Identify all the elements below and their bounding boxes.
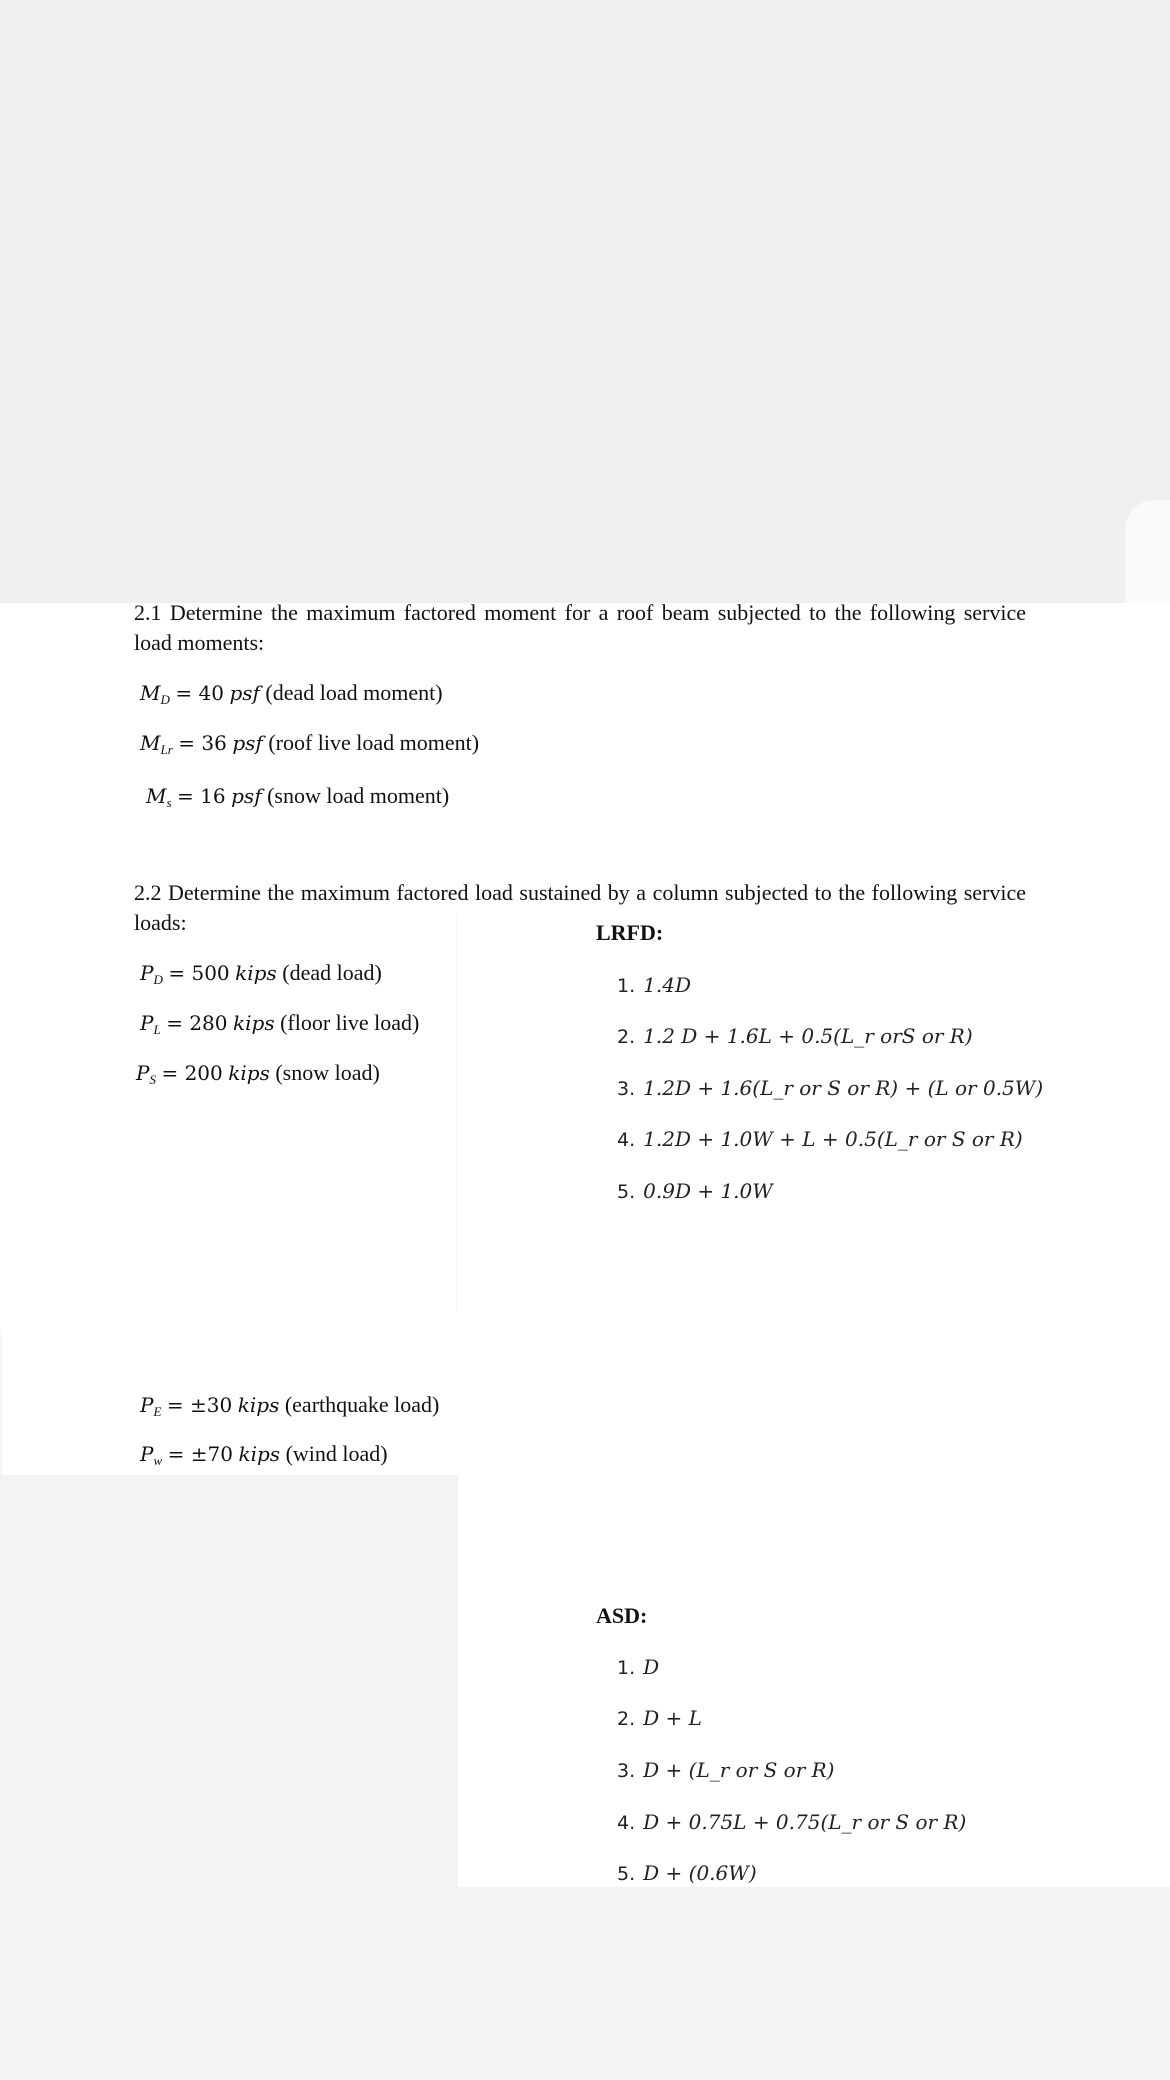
subscript: Lr bbox=[160, 742, 173, 757]
value: = ±30 bbox=[166, 1393, 233, 1417]
symbol: M bbox=[140, 681, 161, 705]
lrfd-combination bbox=[617, 1022, 973, 1051]
lrfd-combination bbox=[617, 971, 691, 1000]
moment-dead-load bbox=[140, 678, 443, 715]
description: (floor live load) bbox=[280, 1010, 420, 1035]
symbol: P bbox=[136, 1061, 150, 1085]
asd-heading: ASD: bbox=[596, 1603, 648, 1628]
lrfd-combination bbox=[617, 1074, 1043, 1103]
symbol: P bbox=[140, 1393, 154, 1417]
description: (wind load) bbox=[285, 1441, 388, 1466]
combo-expression: 1.4D bbox=[643, 973, 691, 997]
symbol: P bbox=[140, 1011, 154, 1035]
combo-expression: D bbox=[643, 1655, 660, 1679]
combo-expression: D + 0.75L + 0.75(L_r or S or R) bbox=[643, 1810, 967, 1834]
combo-number: 1. bbox=[617, 975, 636, 997]
blank-top-area bbox=[0, 0, 1170, 603]
subscript: s bbox=[166, 795, 172, 810]
subscript: L bbox=[153, 1022, 161, 1037]
load-dead bbox=[140, 958, 382, 995]
symbol: P bbox=[140, 961, 154, 985]
value: = 36 bbox=[178, 731, 227, 755]
unit: kips bbox=[238, 1442, 281, 1466]
combo-expression: 1.2D + 1.6(L_r or S or R) + (L or 0.5W) bbox=[643, 1076, 1044, 1100]
lrfd-combination bbox=[617, 1177, 773, 1206]
problem-2-2-intro: 2.2 Determine the maximum factored load sustained by a column subjected to the following service loads: bbox=[134, 880, 1026, 935]
combo-expression: D + (L_r or S or R) bbox=[643, 1758, 835, 1782]
unit: psf bbox=[232, 731, 263, 755]
unit: kips bbox=[228, 1061, 270, 1085]
subscript: E bbox=[153, 1404, 162, 1419]
unit: kips bbox=[235, 961, 277, 985]
combo-number: 3. bbox=[617, 1760, 636, 1782]
subscript: S bbox=[149, 1072, 156, 1087]
asd-combination bbox=[617, 1653, 659, 1682]
scroll-edge-shape bbox=[1125, 500, 1170, 610]
combo-expression: 0.9D + 1.0W bbox=[643, 1179, 773, 1203]
symbol: M bbox=[140, 731, 161, 755]
combo-number: 4. bbox=[617, 1812, 636, 1834]
asd-combination bbox=[617, 1704, 702, 1733]
value: = 280 bbox=[166, 1011, 228, 1035]
unit: psf bbox=[231, 784, 262, 808]
combo-expression: 1.2 D + 1.6L + 0.5(L_r orS or R) bbox=[643, 1024, 973, 1048]
combo-number: 3. bbox=[617, 1078, 636, 1100]
unit: kips bbox=[237, 1393, 280, 1417]
description: (snow load moment) bbox=[267, 783, 450, 808]
combo-expression: D + L bbox=[643, 1706, 702, 1730]
description: (dead load) bbox=[282, 960, 382, 985]
value: = 16 bbox=[177, 784, 226, 808]
symbol: P bbox=[140, 1442, 154, 1466]
combo-expression: 1.2D + 1.0W + L + 0.5(L_r or S or R) bbox=[643, 1127, 1023, 1151]
combo-number: 4. bbox=[617, 1129, 636, 1151]
column-divider bbox=[456, 915, 457, 1310]
asd-combination bbox=[617, 1756, 835, 1785]
load-floor-live bbox=[140, 1008, 419, 1045]
description: (earthquake load) bbox=[284, 1392, 440, 1417]
value: = ±70 bbox=[167, 1442, 233, 1466]
subscript: w bbox=[153, 1453, 163, 1468]
subscript: D bbox=[153, 972, 163, 987]
moment-roof-live-load bbox=[140, 728, 479, 765]
lrfd-combination bbox=[617, 1125, 1023, 1154]
value: = 500 bbox=[168, 961, 230, 985]
asd-combination bbox=[617, 1859, 757, 1888]
load-wind bbox=[140, 1439, 388, 1476]
value: = 40 bbox=[175, 681, 224, 705]
problem-2-1-intro: 2.1 Determine the maximum factored moment for a roof beam subjected to the following service load moments: bbox=[134, 600, 1026, 655]
combo-number: 2. bbox=[617, 1708, 636, 1730]
moment-snow-load bbox=[146, 781, 449, 818]
asd-combination bbox=[617, 1808, 966, 1837]
description: (snow load) bbox=[275, 1060, 380, 1085]
unit: kips bbox=[233, 1011, 275, 1035]
combo-number: 5. bbox=[617, 1181, 636, 1203]
scan-edge bbox=[0, 1330, 2, 1475]
value: = 200 bbox=[161, 1061, 223, 1085]
combo-number: 5. bbox=[617, 1863, 636, 1885]
symbol: M bbox=[146, 784, 167, 808]
combo-number: 2. bbox=[617, 1026, 636, 1048]
description: (dead load moment) bbox=[265, 680, 443, 705]
load-snow bbox=[136, 1058, 380, 1095]
combo-number: 1. bbox=[617, 1657, 636, 1679]
description: (roof live load moment) bbox=[268, 730, 480, 755]
unit: psf bbox=[229, 681, 260, 705]
lrfd-heading: LRFD: bbox=[596, 920, 664, 945]
document-page-edge bbox=[1128, 603, 1170, 1085]
load-earthquake bbox=[140, 1390, 439, 1427]
subscript: D bbox=[160, 692, 170, 707]
combo-expression: D + (0.6W) bbox=[643, 1861, 757, 1885]
